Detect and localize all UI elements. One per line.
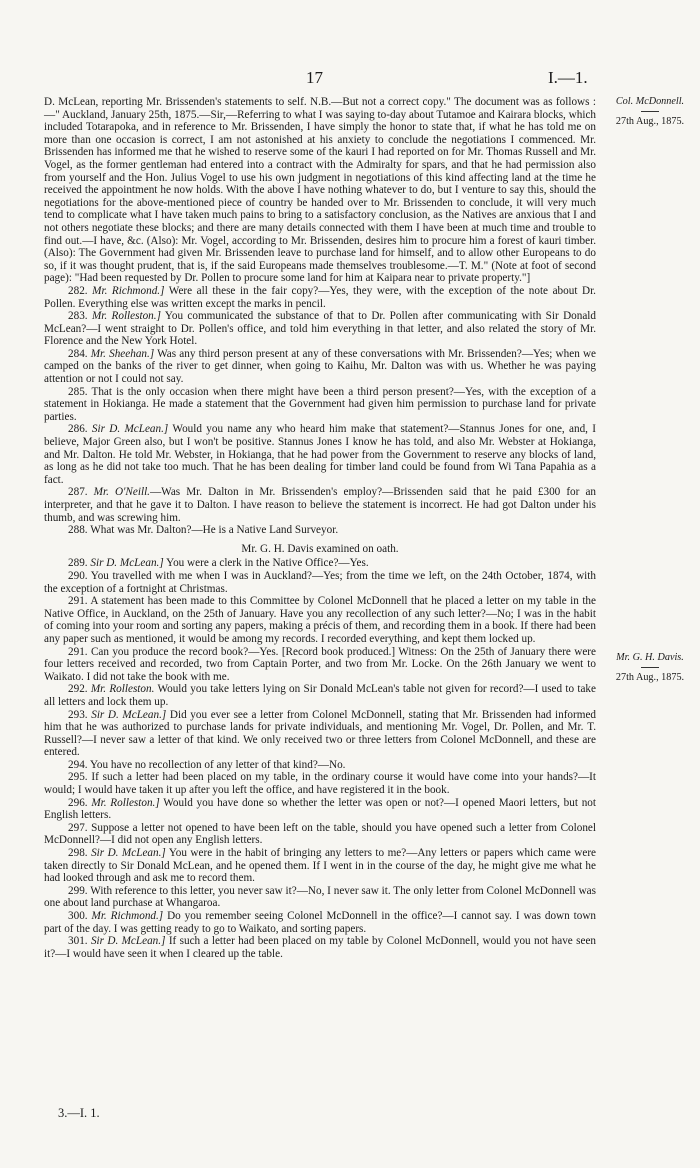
question-294: [44, 759, 596, 772]
question-292: [44, 683, 596, 708]
question-288: [44, 524, 596, 537]
speaker: Mr. Rolleston.]: [91, 310, 161, 323]
question-number: 286.: [68, 423, 88, 436]
question-number: 289.: [68, 557, 88, 570]
question-number: 283.: [68, 310, 88, 323]
question-text: Was any third person present at any of these conversations with Mr. Brissenden?—Yes; when we camped on the banks of the river to get dinner, when going to Kaihu, Mr. Dalton was with us. Whether he was paying attention or not I could not say.: [44, 347, 596, 386]
speaker: Sir D. McLean.]: [91, 423, 169, 436]
question-text: With reference to this letter, you never saw it?—No, I never saw it. The only letter from Colonel McDonnell was one about land purchase at Whangaroa.: [44, 884, 596, 910]
speaker: Sir D. McLean.]: [91, 708, 167, 721]
page-number: 17: [306, 68, 323, 87]
question-number: 296.: [68, 796, 88, 809]
question-286: [44, 423, 596, 486]
speaker: Mr. Rolleston.]: [91, 796, 160, 809]
question-text: Would you name any who heard him make that statement?—Stannus Jones for one, and, I believe, Major Green also, but I won't be positive. Stannus Jones I know he has told, and also Mr. Webster at Hokianga, and Mr. Dalton. He told Mr. Webster, in Hokianga, that he had power from the Government to reserve any blocks of land, as long as he did not take too much. That he has been dealing for timber land could be found from Wi Tana Papahia as a fact.: [44, 423, 597, 486]
question-287: [44, 486, 596, 524]
margin-note-name: Col. McDonnell.: [615, 96, 685, 107]
question-298: [44, 847, 596, 885]
question-text: That is the only occasion when there might have been a third person present?—Yes, with the exception of a statement in Hokianga. He made a statement that the Government had given him permission to purchase land for private parties.: [44, 385, 596, 423]
question-number: 282.: [68, 284, 88, 297]
question-text: You travelled with me when I was in Auckland?—Yes; from the time we left, on the 24th October, 1874, with the exception of a fortnight at Christmas.: [44, 569, 596, 595]
question-284: [44, 348, 596, 386]
question-text: Did you ever see a letter from Colonel McDonnell, stating that Mr. Brissenden had informed him that he was authorized to purchase lands for private individuals, and mentioning Mr. Vogel, Dr. Pollen, and Mr. T. Russell?—I never saw a letter of that kind. We only received two or three letters from Colonel McDonnell, and these are entered.: [44, 708, 597, 759]
question-text: Can you produce the record book?—Yes. [Record book produced.] Witness: On the 25th of January there were four letters received and recorded, two from Captain Porter, and two from Mr. Locke. On the 26th January we went to Waikato. I did not take the book with me.: [44, 645, 596, 683]
question-number: 301.: [68, 935, 88, 948]
question-number: 300.: [68, 910, 88, 922]
question-text: You were in the habit of bringing any letters to me?—Any letters or papers which came were taken directly to Sir Donald McLean, and he opened them. If I went in in the course of the day, he might give me what he had looked through and ask me to record them.: [44, 847, 597, 885]
question-number: 287.: [68, 486, 88, 499]
question-282: [44, 285, 596, 310]
question-number: 291.: [68, 645, 88, 658]
question-283: [44, 310, 596, 348]
question-296: [44, 797, 596, 822]
margin-note-date: 27th Aug., 1875.: [615, 116, 685, 127]
speaker: Sir D. McLean.]: [91, 847, 166, 860]
speaker: Mr. Richmond.]: [91, 910, 164, 922]
margin-note-date: 27th Aug., 1875.: [615, 672, 685, 683]
question-number: 299.: [68, 884, 88, 897]
question-number: 292.: [68, 683, 88, 696]
question-number: 293.: [68, 708, 88, 721]
question-text: You were a clerk in the Native Office?—Yes.: [166, 557, 369, 570]
question-number: 288.: [68, 524, 88, 537]
page-header: [0, 68, 700, 90]
main-text: [44, 96, 596, 960]
question-295: [44, 771, 596, 796]
question-text: What was Mr. Dalton?—He is a Native Land Surveyor.: [90, 524, 339, 537]
margin-note-name: Mr. G. H. Davis.: [616, 652, 684, 663]
question-text: Would you have done so whether the letter was open or not?—I opened Maori letters, but not English letters.: [44, 796, 596, 822]
question-291: [44, 595, 596, 645]
page-footer-signature: 3.—I. 1.: [58, 1106, 100, 1120]
margin-note-divider: [641, 667, 659, 668]
margin-note-divider: [641, 111, 659, 112]
question-text: Do you remember seeing Colonel McDonnell in the office?—I cannot say. I was down town part of the day. I was getting ready to go to Waikato, and sorting papers.: [44, 910, 597, 935]
margin-note-davis: [604, 652, 696, 684]
question-text: If such a letter had been placed on my table, in the ordinary course it would have come into your hands?—It would; I would have taken it up after you left the office, and have registered it in the book.: [44, 771, 596, 797]
speaker: Mr. Rolleston.: [90, 683, 155, 696]
speaker: Sir D. McLean.]: [90, 557, 164, 570]
question-text: If such a letter had been placed on my table by Colonel McDonnell, would you not have seen it?—I would have seen it when I cleared up the table.: [44, 935, 597, 960]
paragraph-letter-continuation: D. McLean, reporting Mr. Brissenden's statements to self. N.B.—But not a correct copy." The document was as follows :—" Auckland, January 25th, 1875.—Sir,—Referring to what I was saying to-day about Tutamoe and Kairara blocks, which included Totarapoka, and in reference to Mr. Brissenden, I have simply the honor to state that, if what he has told me on more than one occasion is correct, I am not astonished at his anxiety to conclude the negotiations I commenced. Mr. Brissenden has informed me that he wished to reserve some of the kauri I had reported on for Mr. Thomas Russell and Mr. Vogel, as the former gentleman had entered into a contract with the Admiralty for spars, and that he had permission also from yourself and the Hon. Julius Vogel to use his own judgment in negotiations of this kind affecting land at the time he received the appointment he now holds. With the above I have nothing whatever to do, but I venture to say this, should the negotiations for the above-mentioned piece of country be handed over to Mr. Brissenden to conclude, it will very much tend to complicate what I have taken much pains to bring to a satisfactory conclusion, as the Natives are anxious that I and not others negotiate these blocks; and there are many details connected with them I have been at much time and trouble to find out.—I have, &c. (Also): Mr. Vogel, according to Mr. Brissenden, desires him to procure him a forest of kauri timber. (Also): The Government had given Mr. Brissenden leave to purchase land for himself, and to allow other Europeans to do so, if it was thought prudent, that is, if the said Europeans made themselves troublesome.—T. M." (Note at foot of second page): "Had been requested by Dr. Pollen to procure some land for him at Kaipara near to private property."]: [44, 96, 596, 285]
question-number: 298.: [68, 847, 88, 860]
question-number: 294.: [68, 758, 88, 771]
question-text: You communicated the substance of that to Dr. Pollen after communicating with Sir Donald McLean?—I went straight to Dr. Pollen's office, and told him everything in that letter, and also related the story of Mr. Florence and the New York Hotel.: [44, 310, 596, 348]
question-text: A statement has been made to this Committee by Colonel McDonnell that he placed a letter on my table in the Native Office, in Auckland, on the 25th of January. Have you any recollection of any such letter?—No; I was in the habit of coming into your room and sorting any papers, making a précis of them, and recording them in a book. If there had been any paper such as mentioned, it would be among my records. I recorded everything, and kept them locked up.: [44, 595, 596, 645]
question-285: [44, 386, 596, 424]
question-text: You have no recollection of any letter of that kind?—No.: [89, 758, 346, 771]
question-289: [44, 557, 596, 570]
section-heading: Mr. G. H. Davis examined on oath.: [241, 542, 399, 555]
question-290: [44, 570, 596, 595]
question-text: Suppose a letter not opened to have been left on the table, should you have opened such a letter from Colonel McDonnell?—I did not open any English letters.: [44, 821, 597, 847]
question-text: —Was Mr. Dalton in Mr. Brissenden's employ?—Brissenden said that he paid £300 for an interpreter, and that he gave it to Dalton. I have reason to believe the statement is incorrect. He had got Dalton under his thumb, and was screwing him.: [44, 486, 597, 524]
margin-note-mcdonnell: [604, 96, 696, 128]
question-number: 295.: [68, 771, 88, 784]
speaker: Sir D. McLean.]: [90, 935, 166, 948]
speaker: Mr. Sheehan.]: [90, 347, 155, 360]
question-300: [44, 910, 596, 935]
question-number: 290.: [68, 569, 88, 582]
question-297: [44, 822, 596, 847]
question-text: Were all these in the fair copy?—Yes, they were, with the exception of the note about Dr. Pollen. Everything else was written except the marks in pencil.: [44, 284, 596, 310]
question-299: [44, 885, 596, 910]
question-number: 297.: [68, 821, 88, 834]
speaker: Mr. O'Neill.: [93, 486, 150, 499]
question-293: [44, 709, 596, 759]
document-reference: I.—1.: [548, 68, 588, 87]
question-number: 291.: [68, 595, 88, 608]
question-291b: [44, 646, 596, 684]
question-text: Would you take letters lying on Sir Donald McLean's table not given for record?—I used to take all letters and lock them up.: [44, 683, 596, 708]
question-number: 285.: [68, 385, 88, 398]
question-301: [44, 935, 596, 960]
speaker: Mr. Richmond.]: [92, 284, 165, 297]
question-number: 284.: [68, 347, 88, 360]
